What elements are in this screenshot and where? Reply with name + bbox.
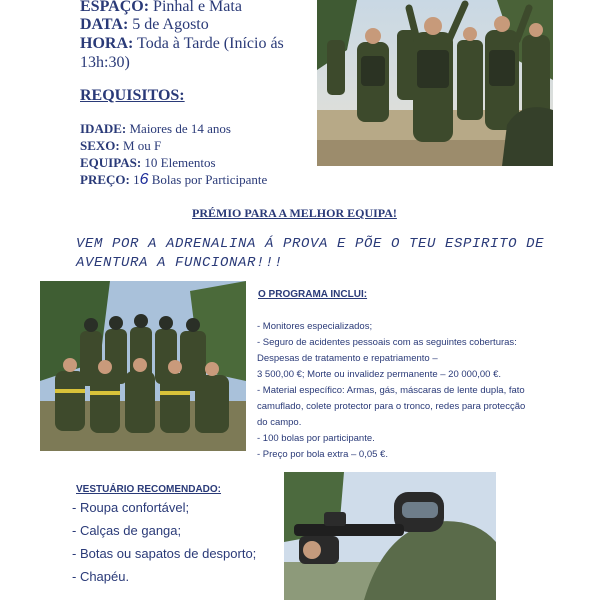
preco-line: [80, 171, 267, 188]
preco-value-prefix: 1: [133, 172, 140, 187]
slogan-line-1: VEM POR A ADRENALINA Á PROVA E PÕE O TEU ESPIRITO DE: [76, 236, 545, 252]
preco-value-suffix: Bolas por Participante: [151, 172, 268, 187]
programa-item: Despesas de tratamento e repatriamento –: [257, 353, 438, 364]
programa-list: [257, 319, 532, 463]
team-celebration-photo: [317, 0, 553, 166]
equipas-line: [80, 154, 216, 171]
equipas-label: EQUIPAS:: [80, 155, 142, 170]
hora-label: HORA:: [80, 35, 134, 52]
preco-label: PREÇO:: [80, 172, 130, 187]
vestuario-item: - Calças de ganga;: [72, 523, 182, 538]
programa-item: camuflado, colete protector para o tronco, redes para protecção: [257, 401, 526, 412]
vestuario-title: VESTUÁRIO RECOMENDADO:: [76, 484, 222, 495]
programa-item: - Monitores especializados;: [257, 321, 373, 332]
espaco-line: [80, 0, 242, 16]
team-group-photo: [40, 281, 246, 451]
espaco-value: Pinhal e Mata: [153, 0, 242, 15]
programa-item: - Preço por bola extra – 0,05 €.: [257, 449, 388, 460]
programa-item: - Seguro de acidentes pessoais com as seguintes coberturas:: [257, 337, 517, 348]
requisitos-title: REQUISITOS:: [80, 87, 185, 104]
data-value: 5 de Agosto: [132, 16, 209, 33]
idade-value: Maiores de 14 anos: [129, 121, 231, 136]
vestuario-item: - Botas ou sapatos de desporto;: [72, 546, 257, 561]
programa-item: - Material específico: Armas, gás, máscaras de lente dupla, fato: [257, 385, 525, 396]
hora-value-2: 13h:30): [80, 54, 130, 71]
equipas-value: 10 Elementos: [144, 155, 216, 170]
idade-line: [80, 120, 231, 137]
preco-handwritten-digit: 6: [139, 171, 149, 188]
espaco-label: ESPAÇO:: [80, 0, 150, 15]
slogan-line-2: AVENTURA A FUNCIONAR!!!: [76, 255, 284, 271]
vestuario-item: - Roupa confortável;: [72, 500, 190, 515]
programa-title: O PROGRAMA INCLUI:: [258, 289, 368, 300]
programa-item: do campo.: [257, 417, 302, 428]
sexo-label: SEXO:: [80, 138, 120, 153]
sexo-line: [80, 137, 161, 154]
programa-item: 3 500,00 €; Morte ou invalidez permanente – 20 000,00 €.: [257, 369, 502, 380]
hora-line-2: [80, 53, 130, 72]
prize-heading: PRÉMIO PARA A MELHOR EQUIPA!: [192, 206, 397, 220]
player-aiming-photo: [284, 472, 496, 600]
hora-value: Toda à Tarde (Início ás: [137, 35, 284, 52]
sexo-value: M ou F: [122, 138, 162, 153]
vestuario-item: - Chapéu.: [72, 569, 130, 584]
vestuario-list: [72, 496, 256, 588]
hora-line: [80, 34, 284, 53]
data-label: DATA:: [80, 16, 129, 33]
programa-item: - 100 bolas por participante.: [257, 433, 375, 444]
data-line: [80, 15, 209, 34]
idade-label: IDADE:: [80, 121, 127, 136]
